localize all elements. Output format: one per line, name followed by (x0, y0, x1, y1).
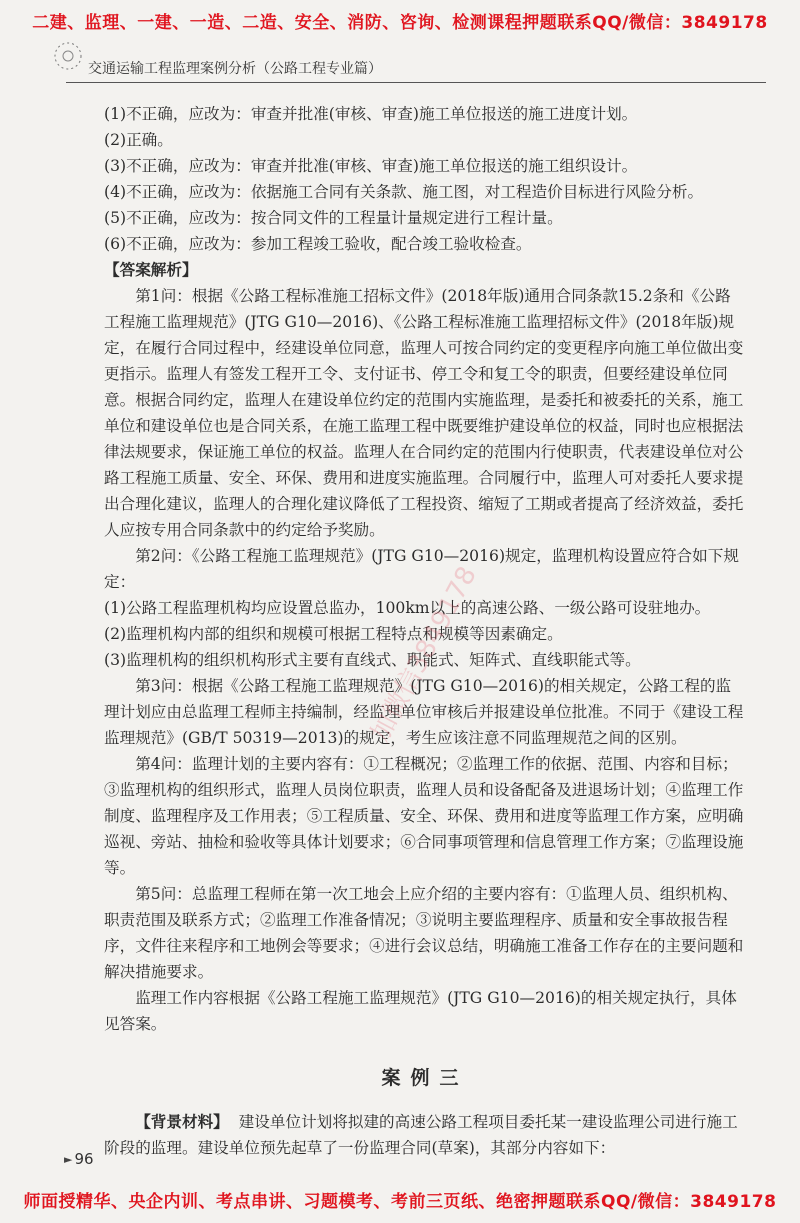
page-number-value: 96 (74, 1150, 94, 1168)
background-label: 【背景材料】 (135, 1112, 229, 1131)
analysis-q1: 第1问：根据《公路工程标准施工招标文件》(2018年版)通用合同条款15.2条和《公路工程施工监理规范》(JTG G10—2016)、《公路工程标准施工监理招标文件》(2018年版)规定，在履行合同过程中，经建设单位同意，监理人可按合同约定的变更程序向施工单位做出变更指示。监理人有签发工程开工令、支付证书、停工令和复工令的职责，但要经建设单位同意。根据合同约定，监理人在建设单位约定的范围内实施监理，是委托和被委托的关系，施工单位和建设单位也是合同关系，在施工监理工程中既要维护建设单位的权益，同时也应根据法律法规要求，保证施工单位的权益。监理人在合同约定的范围内行使职责，代表建设单位对公路工程施工质量、安全、环保、费用和进度实施监理。合同履行中，监理人可对委托人要求提出合理化建议，监理人的合理化建议降低了工程投资、缩短了工期或者提高了经济效益，委托人应按专用合同条款中的约定给予奖励。 (104, 287, 744, 539)
top-ad-banner: 二建、监理、一建、一造、二造、安全、消防、咨询、检测课程押题联系QQ/微信：3849178 (32, 13, 768, 33)
answer-item: (4)不正确，应改为：依据施工合同有关条款、施工图，对工程造价目标进行风险分析。 (104, 183, 704, 201)
background-text: 建设单位计划将拟建的高速公路工程项目委托某一建设监理公司进行施工阶段的监理。建设单位预先起草了一份监理合同(草案)，其部分内容如下： (104, 1113, 738, 1157)
analysis-q4: 第4问：监理计划的主要内容有：①工程概况；②监理工作的依据、范围、内容和目标；③监理机构的组织形式，监理人员岗位职责，监理人员和设备配备及进退场计划；④监理工作制度、监理程序及工作用表；⑤工程质量、安全、环保、费用和进度等监理工作方案，应明确巡视、旁站、抽检和验收等具体计划要求；⑥合同事项管理和信息管理工作方案；⑦监理设施等。 (104, 755, 744, 877)
analysis-q2-item: (3)监理机构的组织机构形式主要有直线式、职能式、矩阵式、直线职能式等。 (104, 651, 641, 669)
analysis-q3: 第3问：根据《公路工程施工监理规范》(JTG G10—2016)的相关规定，公路工程的监理计划应由总监理工程师主持编制，经监理单位审核后并报建设单位批准。不同于《建设工程监理规范》(GB/T 50319—2013)的规定，考生应该注意不同监理规范之间的区别。 (104, 677, 744, 747)
answer-item: (5)不正确，应改为：按合同文件的工程量计量规定进行工程计量。 (104, 209, 563, 227)
bottom-ad-banner: 师面授精华、央企内训、考点串讲、习题模考、考前三页纸、绝密押题联系QQ/微信：3849178 (23, 1192, 777, 1212)
page-number (64, 1150, 94, 1168)
header-rule (66, 82, 766, 83)
answer-item: (2)正确。 (104, 131, 173, 149)
running-title: 交通运输工程监理案例分析（公路工程专业篇） (88, 61, 382, 77)
answer-item: (3)不正确，应改为：审查并批准(审核、审查)施工单位报送的施工组织设计。 (104, 157, 638, 175)
analysis-q2-item: (2)监理机构内部的组织和规模可根据工程特点和规模等因素确定。 (104, 625, 563, 643)
case-background (104, 1109, 746, 1161)
answer-item: (6)不正确，应改为：参加工程竣工验收，配合竣工验收检查。 (104, 235, 532, 253)
analysis-closing: 监理工作内容根据《公路工程施工监理规范》(JTG G10—2016)的相关规定执行，具体见答案。 (104, 989, 737, 1033)
page-body (104, 101, 746, 1161)
publisher-logo-icon (52, 40, 84, 72)
analysis-q5: 第5问：总监理工程师在第一次工地会上应介绍的主要内容有：①监理人员、组织机构、职责范围及联系方式；②监理工作准备情况；③说明主要监理程序、质量和安全事故报告程序，文件往来程序和工地例会等要求；④进行会议总结，明确施工准备工作存在的主要问题和解决措施要求。 (104, 885, 744, 981)
watermark: 加微信3849178 (365, 561, 483, 747)
analysis-heading: 【答案解析】 (104, 260, 198, 279)
case-title: 案例三 (381, 1067, 469, 1089)
analysis-q2-item: (1)公路工程监理机构均应设置总监办，100km以上的高速公路、一级公路可设驻地办。 (104, 599, 711, 617)
answer-item: (1)不正确，应改为：审查并批准(审核、审查)施工单位报送的施工进度计划。 (104, 105, 638, 123)
page-arrow-icon: ► (64, 1152, 73, 1166)
analysis-q2: 第2问：《公路工程施工监理规范》(JTG G10—2016)规定，监理机构设置应符合如下规定： (104, 547, 739, 591)
